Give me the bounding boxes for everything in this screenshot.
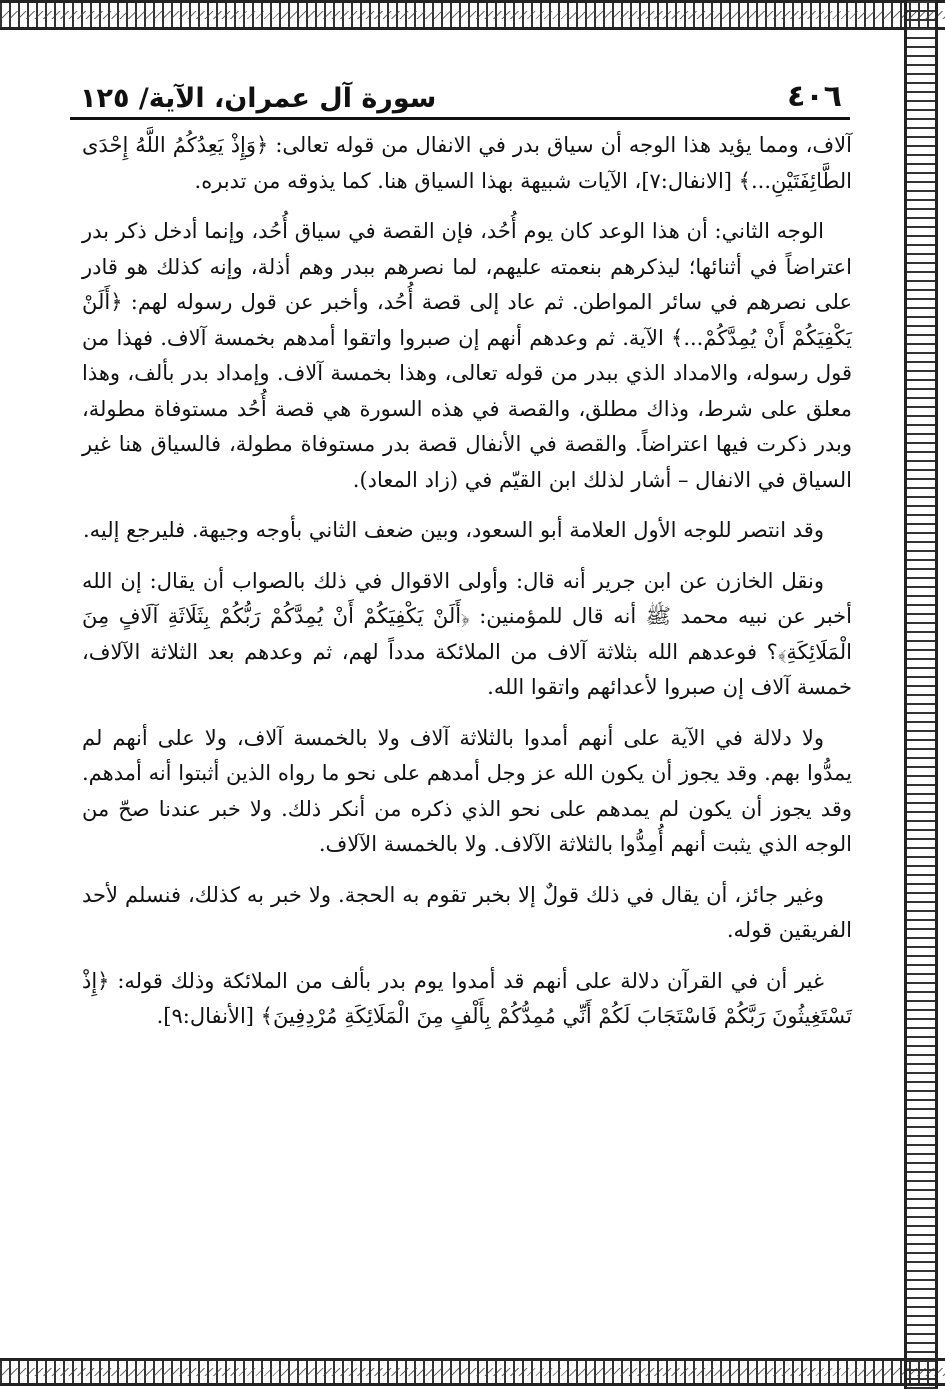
page-number: ٤٠٦	[787, 79, 842, 114]
paragraph-continuation: آلاف، ومما يؤيد هذا الوجه أن سياق بدر في الانفال من قوله تعالى: ﴿وَإِذْ يَعِدُكُمُ اللَّهُ إِحْدَى الطَّائِفَتَيْنِ...﴾ [الانفال:٧]، الآيات شبيهة بهذا السياق هنا. كما يذوقه من تدبره.	[82, 133, 852, 193]
paragraph-no-evidence: ولا دلالة في الآية على أنهم أمدوا بالثلاثة آلاف ولا بالخمسة آلاف، ولا على أنهم لم يمدُّوا بهم. وقد يجوز أن يكون الله عز وجل أمدهم على نحو ما رواه الذين أثبتوا أنه أمدهم. وقد يجوز أن يكون لم يمدهم على نحو الذي ذكره من أنكر ذلك. ولا خبر عندنا صحّ من الوجه الذي يثبت أنهم أُمِدُّوا بالثلاثة الآلاف. ولا بالخمسة الآلاف.	[82, 725, 852, 856]
right-border-ornament	[904, 0, 938, 1389]
page-body	[82, 128, 852, 1050]
page-header	[70, 62, 850, 112]
header-rule	[70, 117, 850, 120]
top-border-pattern	[0, 11, 945, 19]
paragraph-not-permissible: وغير جائز، أن يقال في ذلك قولٌ إلا بخبر تقوم به الحجة. ولا خبر به كذلك، فنسلم لأحد الفريقين قوله.	[82, 882, 852, 942]
paragraph-second-view: الوجه الثاني: أن هذا الوعد كان يوم أُحُد، فإن القصة في سياق أُحُد، وإنما أدخل ذكر بدر اعتراضاً في أثنائها؛ ليذكرهم بنعمته عليهم، لما نصرهم ببدر وهم أذلة، وإنه كذلك هو قادر على نصرهم في سائر المواطن. ثم عاد إلى قصة أُحُد، وأخبر عن قول رسوله لهم: ﴿أَلَنْ يَكْفِيَكُمْ أَنْ يُمِدَّكُمْ...﴾ الآية. ثم وعدهم أنهم إن صبروا واتقوا أمدهم بخمسة آلاف. فهذا من قول رسوله، والامداد الذي ببدر من قوله تعالى، وهذا بخمسة آلاف. وإمداد بدر بألف، وهذا معلق على شرط، وذاك مطلق، والقصة في هذه السورة هي قصة أُحُد مستوفاة مطولة، وبدر ذكرت فيها اعتراضاً. والقصة في الأنفال قصة بدر مستوفاة مطولة، فالسياق هنا غير السياق في الانفال – أشار لذلك ابن القيّم في (زاد المعاد).	[82, 219, 852, 492]
paragraph-quran-evidence: غير أن في القرآن دلالة على أنهم قد أمدوا يوم بدر بألف من الملائكة وذلك قوله: ﴿إِذْ تَسْتَغِيثُونَ رَبَّكُمْ فَاسْتَجَابَ لَكُمْ أَنِّي مُمِدُّكُمْ بِأَلْفٍ مِنَ الْمَلَائِكَةِ مُرْدِفِينَ﴾ [الأنفال:٩].	[82, 968, 852, 1028]
bottom-border-pattern	[0, 1368, 945, 1376]
paragraph-khazin-quote: ونقل الخازن عن ابن جرير أنه قال: وأولى الاقوال في ذلك بالصواب أن يقال: إن الله أخبر عن نبيه محمد ﷺ أنه قال للمؤمنين: ﴿أَلَنْ يَكْفِيَكُمْ أَنْ يُمِدَّكُمْ رَبُّكُمْ بِثَلَاثَةِ آلَافٍ مِنَ الْمَلَائِكَةِ﴾؟ فوعدهم الله بثلاثة آلاف من الملائكة مدداً لهم، ثم وعدهم بعد الثلاثة الآلاف، خمسة آلاف إن صبروا لأعدائهم واتقوا الله.	[82, 568, 852, 699]
paragraph-abu-saud: وقد انتصر للوجه الأول العلامة أبو السعود، وبين ضعف الثاني بأوجه وجيهة. فليرجع إليه.	[82, 518, 824, 542]
running-head: سورة آل عمران، الآية/ ١٢٥	[80, 83, 437, 114]
